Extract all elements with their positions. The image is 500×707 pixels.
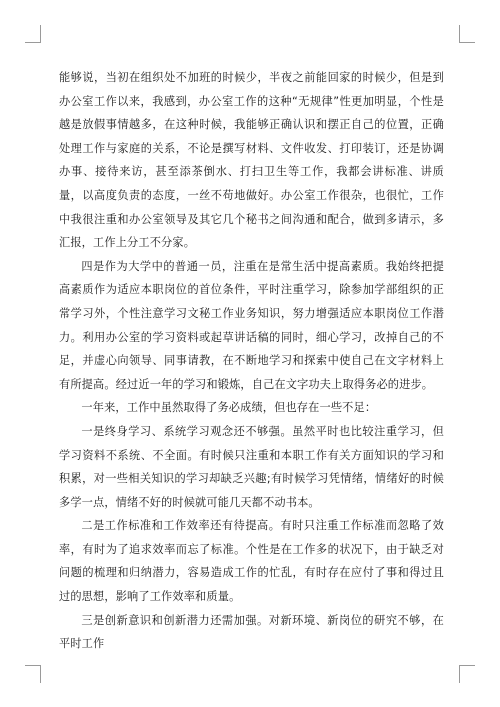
paragraph: 一是终身学习、系统学习观念还不够强。虽然平时也比较注重学习，但学习资料不系统、不全面。有时候只注重和本职工作有关方面知识的学习和积累，对一些相关知识的学习却缺乏兴趣;有时候学习凭情绪，情绪好的时候多学一点，情绪不好的时候就可能几天都不动书本。 xyxy=(59,424,444,509)
paragraph: 一年来，工作中虽然取得了务必成绩，但也存在一些不足： xyxy=(81,401,377,415)
crop-mark-bottom-right xyxy=(459,665,475,666)
crop-mark-top-left xyxy=(25,42,41,43)
paragraph: 二是工作标准和工作效率还有待提高。有时只注重工作标准而忽略了效率，有时为了追求效率而忘了标准。个性是在工作多的状况下，由于缺乏对问题的梳理和归纳潜力，容易造成工作的忙乱，有时存在应付了事和得过且过的思想，影响了工作效率和质量。 xyxy=(59,519,444,604)
crop-mark-bottom-left xyxy=(25,665,41,666)
crop-mark-top-right xyxy=(459,25,460,43)
crop-mark-bottom-right xyxy=(459,665,460,683)
crop-mark-top-left xyxy=(40,25,41,43)
paragraph: 四是作为大学中的普通一员，注重在是常生活中提高素质。我始终把提高素质作为适应本职岗位的首位条件，平时注重学习，除参加学部组织的正常学习外，个性注意学习文秘工作业务知识，努力增强适应本职岗位工作潜力。利用办公室的学习资料或起草讲话稿的同时，细心学习，改掉自己的不足，并虚心向领导、同事请教，在不断地学习和探索中使自己在文字材料上有所提高。经过近一年的学习和锻炼，自己在文字功夫上取得务必的进步。 xyxy=(59,259,444,391)
crop-mark-bottom-left xyxy=(40,665,41,683)
paragraph: 能够说，当初在组织处不加班的时候少，半夜之前能回家的时候少，但是到办公室工作以来，我感到，办公室工作的这种“无规律”性更加明显，个性是越是放假事情越多，在这种时候，我能够正确认识和摆正自己的位置，正确处理工作与家庭的关系，不论是撰写材料、文件收发、打印装订，还是协调办事、接待来访，甚至添茶倒水、打扫卫生等工作，我都会讲标准、讲质量，以高度负责的态度，一丝不苟地做好。办公室工作很杂，也很忙，工作中我很注重和办公室领导及其它几个秘书之间沟通和配合，做到多请示，多汇报，工作上分工不分家。 xyxy=(59,71,444,250)
document-body xyxy=(59,66,444,656)
crop-mark-top-right xyxy=(459,42,475,43)
paragraph: 三是创新意识和创新潜力还需加强。对新环境、新岗位的研究不够，在平时工作 xyxy=(59,613,444,651)
